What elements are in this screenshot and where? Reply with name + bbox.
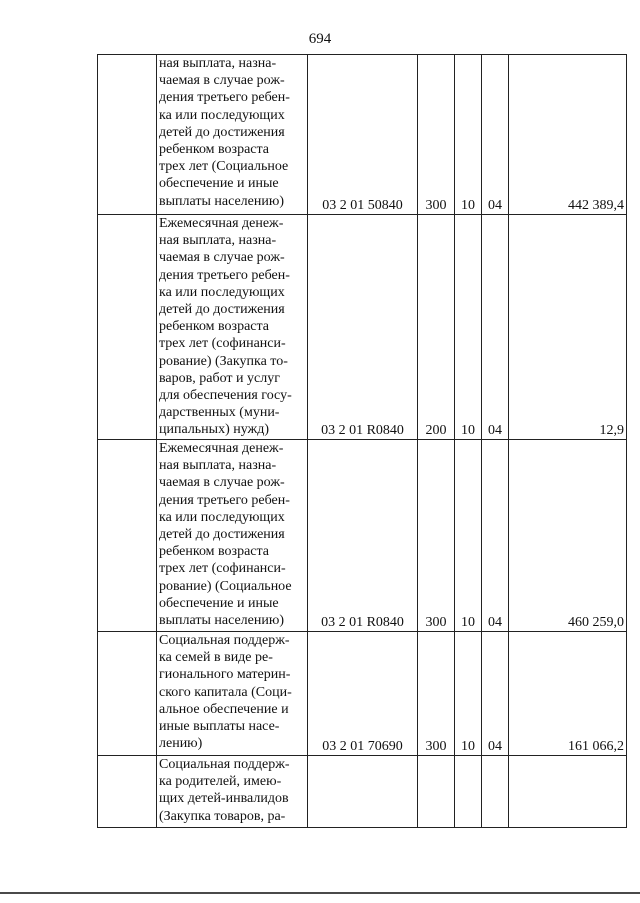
page-number: 694 xyxy=(308,31,332,47)
section-cell: 10 xyxy=(455,215,482,440)
section-cell: 10 xyxy=(455,440,482,632)
subsection-cell: 04 xyxy=(482,215,509,440)
blank-cell xyxy=(98,215,157,440)
table-row xyxy=(98,632,627,756)
section-cell: 10 xyxy=(455,55,482,215)
blank-cell xyxy=(98,55,157,215)
blank-cell xyxy=(98,632,157,756)
table-row xyxy=(98,756,627,828)
target-code-cell: 03 2 01 R0840 xyxy=(308,440,418,632)
table-row xyxy=(98,55,627,215)
blank-cell xyxy=(98,440,157,632)
table-row xyxy=(98,440,627,632)
page-bottom-rule xyxy=(0,892,640,894)
item-name-cell: Социальная поддерж- ка родителей, имею- щих детей-инвалидов (Закупка товаров, ра- xyxy=(157,756,308,828)
target-code-cell: 03 2 01 50840 xyxy=(308,55,418,215)
blank-cell xyxy=(98,756,157,828)
expense-type-cell xyxy=(418,756,455,828)
expense-type-cell: 300 xyxy=(418,55,455,215)
table-row xyxy=(98,215,627,440)
target-code-cell xyxy=(308,756,418,828)
subsection-cell: 04 xyxy=(482,55,509,215)
subsection-cell xyxy=(482,756,509,828)
expense-type-cell: 300 xyxy=(418,440,455,632)
amount-cell: 12,9 xyxy=(509,215,627,440)
item-name-cell: Ежемесячная денеж- ная выплата, назна- чаемая в случае рож- дения третьего ребен- ка или последующих детей до достижения ребенком возраста трех лет (софинанси- рование) (Социальное обеспечение и иные выплаты населению) xyxy=(157,440,308,632)
target-code-cell: 03 2 01 R0840 xyxy=(308,215,418,440)
item-name-cell: ная выплата, назна- чаемая в случае рож- дения третьего ребен- ка или последующих детей до достижения ребенком возраста трех лет (Социальное обеспечение и иные выплаты населению) xyxy=(157,55,308,215)
amount-cell: 161 066,2 xyxy=(509,632,627,756)
item-name-cell: Ежемесячная денеж- ная выплата, назна- чаемая в случае рож- дения третьего ребен- ка или последующих детей до достижения ребенком возраста трех лет (софинанси- рование) (Закупка то- варов, работ и услуг для обеспечения госу- дарственных (муни- ципальных) нужд) xyxy=(157,215,308,440)
subsection-cell: 04 xyxy=(482,440,509,632)
expense-type-cell: 300 xyxy=(418,632,455,756)
amount-cell: 442 389,4 xyxy=(509,55,627,215)
expense-type-cell: 200 xyxy=(418,215,455,440)
target-code-cell: 03 2 01 70690 xyxy=(308,632,418,756)
amount-cell: 460 259,0 xyxy=(509,440,627,632)
subsection-cell: 04 xyxy=(482,632,509,756)
section-cell: 10 xyxy=(455,632,482,756)
section-cell xyxy=(455,756,482,828)
item-name-cell: Социальная поддерж- ка семей в виде ре- гионального материн- ского капитала (Соци- альное обеспечение и иные выплаты насе- лению) xyxy=(157,632,308,756)
budget-table xyxy=(97,54,627,828)
amount-cell xyxy=(509,756,627,828)
